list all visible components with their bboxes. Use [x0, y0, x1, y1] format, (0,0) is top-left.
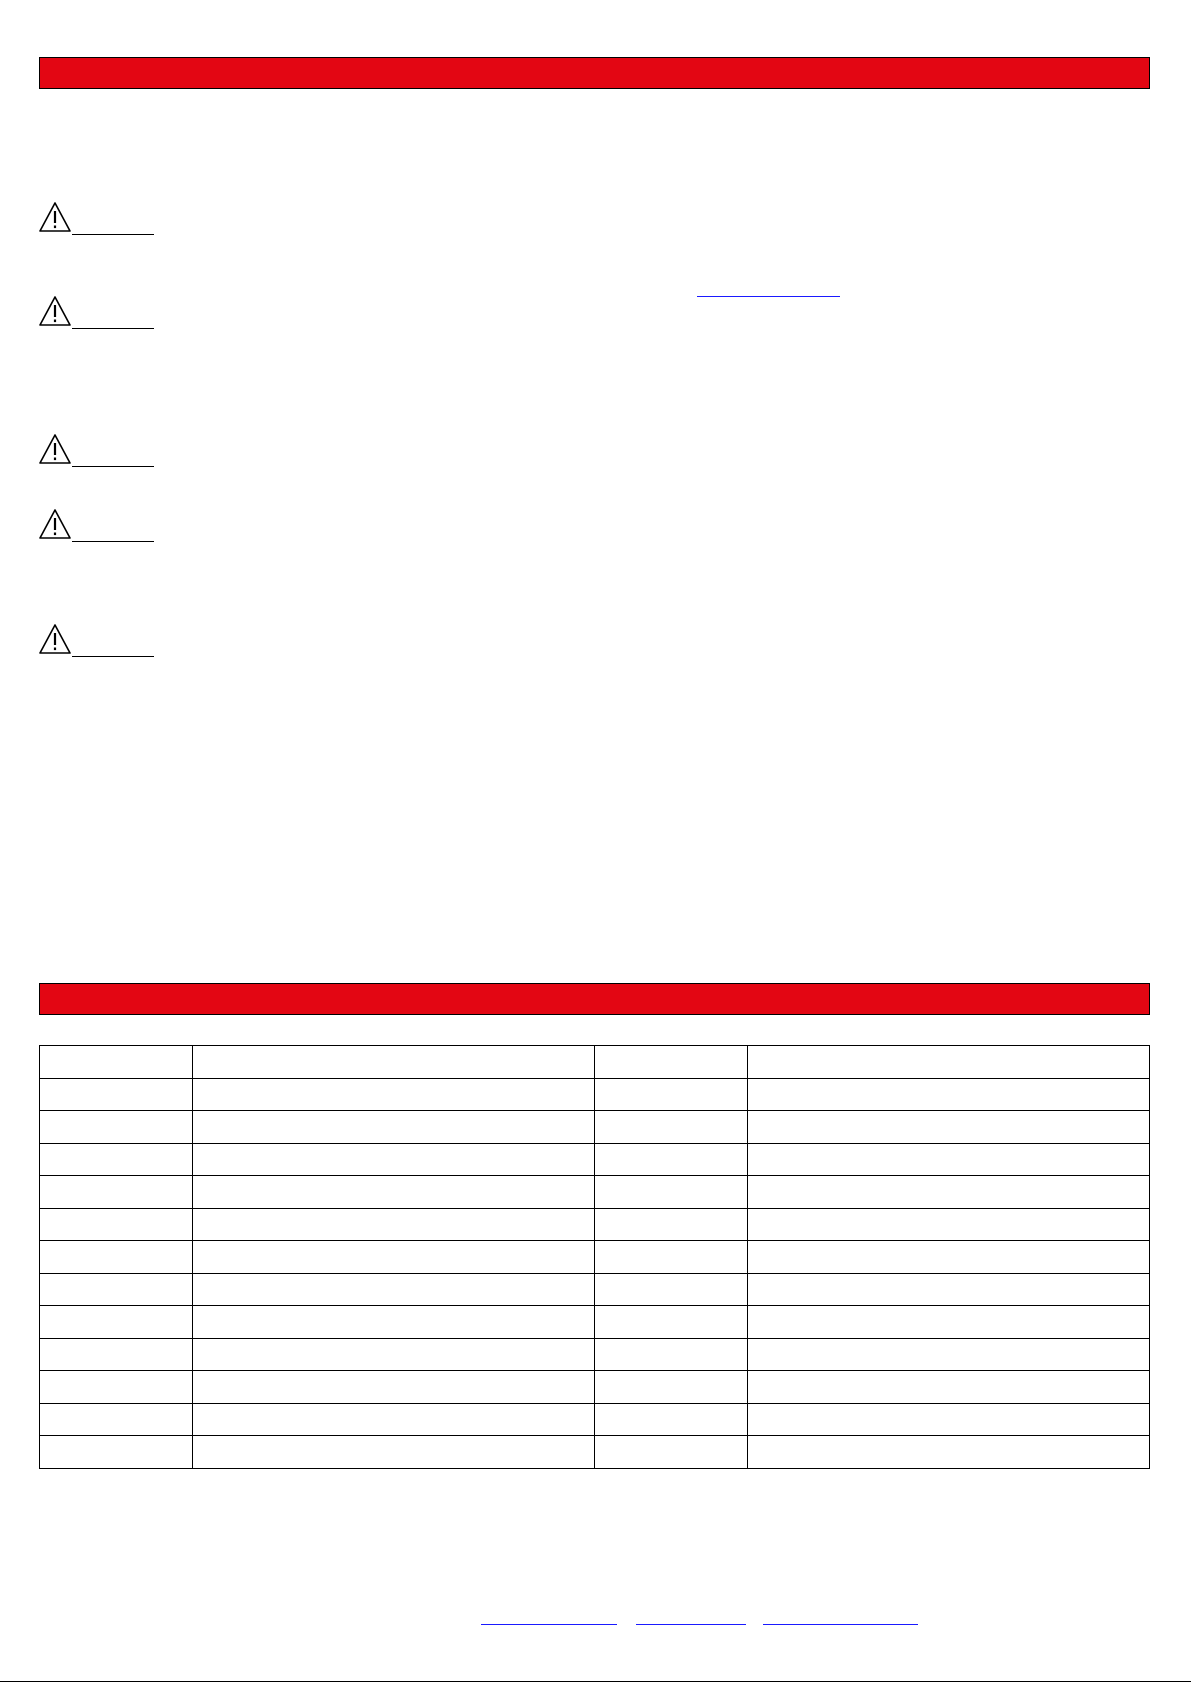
table-cell — [40, 1273, 193, 1306]
table-row — [40, 1208, 1150, 1241]
page-bottom-rule — [0, 1681, 1191, 1682]
table-cell — [40, 1436, 193, 1469]
table-cell — [595, 1078, 748, 1111]
table-cell — [748, 1111, 1150, 1144]
table-row — [40, 1241, 1150, 1274]
table-cell — [193, 1306, 595, 1339]
warning-underline — [72, 328, 154, 329]
section-header-band-bottom — [39, 983, 1150, 1015]
table-cell — [193, 1143, 595, 1176]
table-cell — [40, 1403, 193, 1436]
table-cell — [193, 1046, 595, 1079]
table-cell — [40, 1046, 193, 1079]
warning-item-5 — [38, 623, 154, 661]
table-row — [40, 1111, 1150, 1144]
table-row — [40, 1306, 1150, 1339]
warning-underline — [72, 234, 154, 235]
table-cell — [595, 1111, 748, 1144]
table-cell — [193, 1436, 595, 1469]
warning-item-1 — [38, 201, 154, 239]
table-cell — [595, 1403, 748, 1436]
table-cell — [748, 1403, 1150, 1436]
table-cell — [748, 1176, 1150, 1209]
table-cell — [748, 1306, 1150, 1339]
table-row — [40, 1273, 1150, 1306]
table-row — [40, 1371, 1150, 1404]
table-cell — [40, 1111, 193, 1144]
parts-table — [39, 1045, 1150, 1469]
warning-underline — [72, 466, 154, 467]
table-cell — [748, 1436, 1150, 1469]
table-cell — [193, 1176, 595, 1209]
table-row — [40, 1143, 1150, 1176]
table-cell — [748, 1241, 1150, 1274]
table-cell — [595, 1371, 748, 1404]
warning-item-2 — [38, 295, 154, 333]
table-cell — [40, 1371, 193, 1404]
table-cell — [193, 1111, 595, 1144]
table-row — [40, 1403, 1150, 1436]
table-row — [40, 1436, 1150, 1469]
link-underline-2[interactable] — [481, 1624, 617, 1625]
table-cell — [193, 1078, 595, 1111]
table-cell — [193, 1403, 595, 1436]
table-row — [40, 1046, 1150, 1079]
table-row — [40, 1338, 1150, 1371]
table-cell — [748, 1046, 1150, 1079]
link-underline-4[interactable] — [763, 1624, 918, 1625]
table-cell — [40, 1241, 193, 1274]
section-header-band-top — [39, 57, 1150, 89]
warning-item-3 — [38, 433, 154, 471]
table-cell — [748, 1338, 1150, 1371]
link-underline-1[interactable] — [697, 296, 840, 297]
table-cell — [193, 1371, 595, 1404]
table-cell — [40, 1338, 193, 1371]
table-cell — [595, 1436, 748, 1469]
table-cell — [40, 1176, 193, 1209]
table-cell — [40, 1143, 193, 1176]
table-cell — [40, 1078, 193, 1111]
table-cell — [595, 1176, 748, 1209]
warning-underline — [72, 541, 154, 542]
table-cell — [193, 1208, 595, 1241]
table-cell — [595, 1046, 748, 1079]
table-cell — [748, 1273, 1150, 1306]
table-cell — [193, 1241, 595, 1274]
table-cell — [40, 1208, 193, 1241]
table-cell — [748, 1143, 1150, 1176]
table-cell — [595, 1338, 748, 1371]
table-cell — [595, 1143, 748, 1176]
table-cell — [748, 1371, 1150, 1404]
table-cell — [193, 1273, 595, 1306]
table-cell — [193, 1338, 595, 1371]
table-cell — [595, 1273, 748, 1306]
table-cell — [595, 1306, 748, 1339]
warning-item-4 — [38, 508, 154, 546]
table-cell — [748, 1078, 1150, 1111]
table-row — [40, 1176, 1150, 1209]
warning-underline — [72, 656, 154, 657]
link-underline-3[interactable] — [636, 1624, 746, 1625]
table-cell — [40, 1306, 193, 1339]
parts-table-body — [40, 1046, 1150, 1469]
table-cell — [595, 1208, 748, 1241]
table-row — [40, 1078, 1150, 1111]
table-cell — [748, 1208, 1150, 1241]
table-cell — [595, 1241, 748, 1274]
